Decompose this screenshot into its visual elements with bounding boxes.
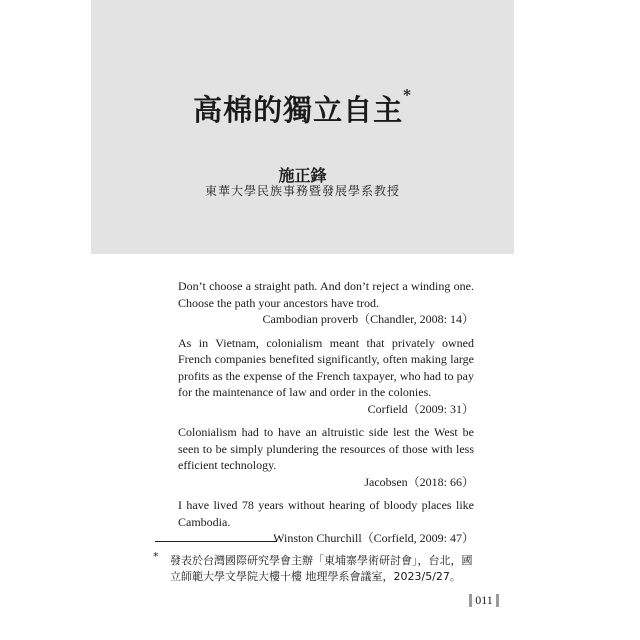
epigraph-quote: I have lived 78 years without hearing of bloody places like Cambodia. — [178, 498, 474, 529]
page-number-bar-left — [469, 594, 472, 607]
epigraph-quote: As in Vietnam, colonialism meant that privately owned French companies benefited significantly, often making large profits as the expense of the French taxpayer, who had to pay for the maintenance of law and order in the colonies. — [178, 335, 474, 399]
footnote — [153, 550, 483, 585]
title-footnote-mark: * — [403, 86, 412, 104]
page-number-text: 011 — [475, 592, 493, 607]
epigraph-quote: Don’t choose a straight path. And don’t reject a winding one. Choose the path your ancestors have trod. — [178, 279, 474, 310]
epigraph-citation: Cambodian proverb（Chandler, 2008: 14） — [262, 312, 474, 326]
footnote-divider — [155, 541, 277, 542]
footnote-mark: * — [153, 550, 159, 563]
epigraph-quote: Colonialism had to have an altruistic side lest the West be seen to be simply plundering the resources of those with less efficient technology. — [178, 425, 474, 472]
page-number — [456, 590, 512, 610]
title-band — [91, 0, 514, 254]
epigraph-citation: Corfield（2009: 31） — [367, 401, 474, 416]
epigraph-list — [178, 278, 474, 554]
author-name: 施正鋒 — [278, 166, 327, 185]
epigraph-citation: Jacobsen（2018: 66） — [364, 474, 474, 489]
author-affiliation: 東華大學民族事務暨發展學系教授 — [204, 184, 400, 198]
page-number-bar-right — [496, 594, 499, 607]
footnote-text: 發表於台灣國際研究學會主辦「東埔寨學術研討會」，台北，國立師範大學文學院大樓十樓 地理學系會議室，2023/5/27。 — [170, 554, 473, 583]
epigraph-citation: Winston Churchill（Corfield, 2009: 47） — [273, 531, 474, 545]
article-title: 高棉的獨立自主* — [193, 86, 412, 127]
